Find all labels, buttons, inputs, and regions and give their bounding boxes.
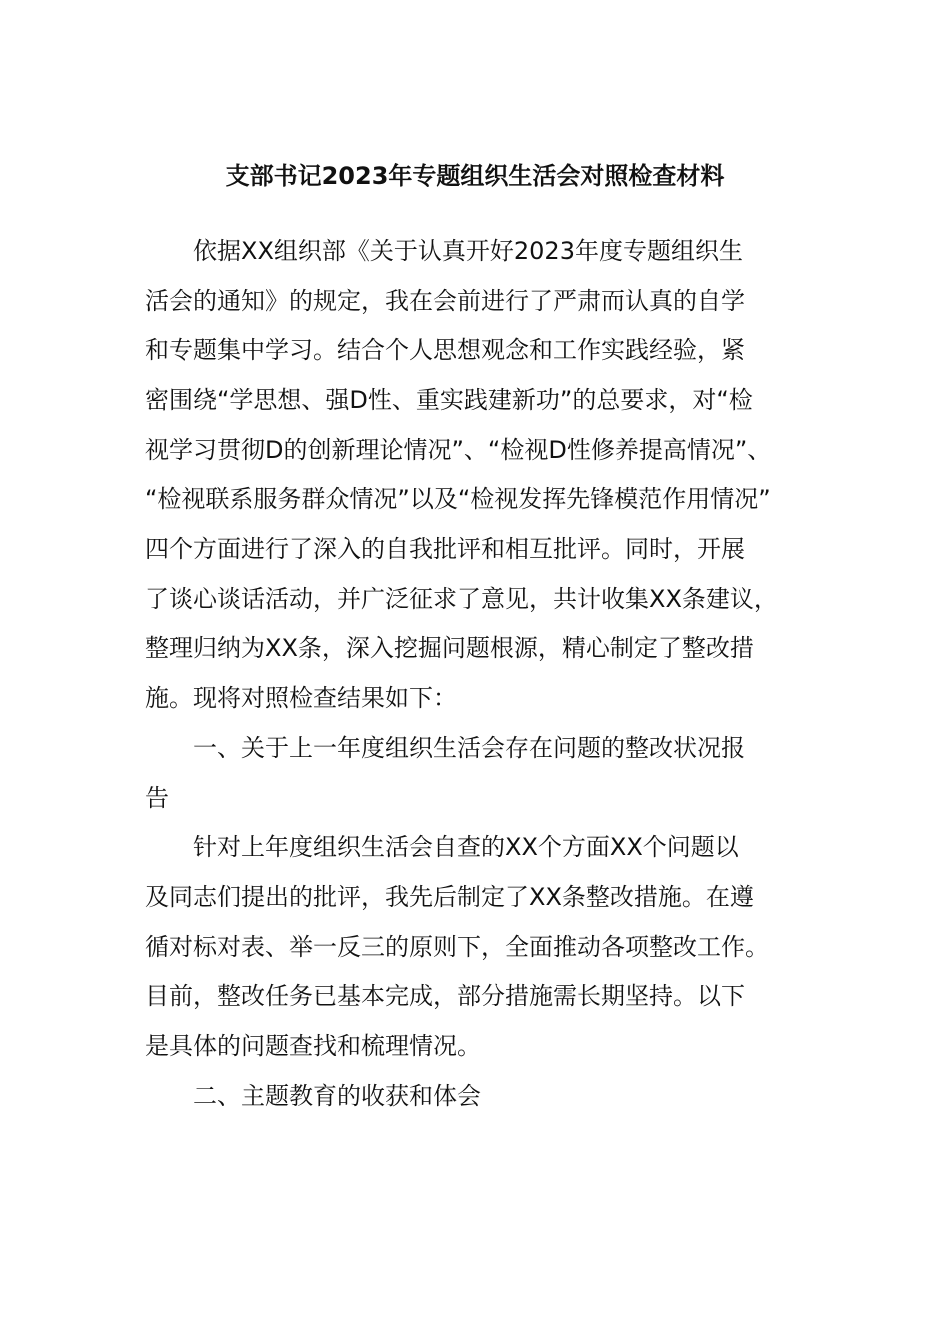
paragraph-line: 目前，整改任务已基本完成，部分措施需长期坚持。以下 — [145, 982, 745, 1010]
paragraph-line: “检视联系服务群众情况”以及“检视发挥先锋模范作用情况” — [145, 485, 771, 513]
paragraph-line: 密围绕“学思想、强D性、重实践建新功”的总要求，对“检 — [145, 386, 753, 414]
document-title: 支部书记2023年专题组织生活会对照检查材料 — [225, 162, 725, 190]
section-heading-line: 二、主题教育的收获和体会 — [193, 1082, 481, 1110]
paragraph-line: 整理归纳为XX条，深入挖掘问题根源，精心制定了整改措 — [145, 634, 754, 662]
paragraph-line: 是具体的问题查找和梳理情况。 — [145, 1032, 481, 1060]
section-heading-line: 一、关于上一年度组织生活会存在问题的整改状况报 — [193, 734, 745, 762]
paragraph-line: 依据XX组织部《关于认真开好2023年度专题组织生 — [193, 237, 743, 265]
paragraph-line: 了谈心谈话活动，并广泛征求了意见，共计收集XX条建议， — [145, 585, 778, 613]
paragraph-line: 针对上年度组织生活会自查的XX个方面XX个问题以 — [193, 833, 739, 861]
paragraph-line: 活会的通知》的规定，我在会前进行了严肃而认真的自学 — [145, 287, 745, 315]
section-heading-line: 告 — [145, 784, 169, 812]
paragraph-line: 视学习贯彻D的创新理论情况”、“检视D性修养提高情况”、 — [145, 436, 772, 464]
paragraph-line: 及同志们提出的批评，我先后制定了XX条整改措施。在遵 — [145, 883, 754, 911]
paragraph-line: 循对标对表、举一反三的原则下，全面推动各项整改工作。 — [145, 933, 769, 961]
paragraph-line: 和专题集中学习。结合个人思想观念和工作实践经验，紧 — [145, 336, 745, 364]
paragraph-line: 施。现将对照检查结果如下： — [145, 684, 457, 712]
paragraph-line: 四个方面进行了深入的自我批评和相互批评。同时，开展 — [145, 535, 745, 563]
